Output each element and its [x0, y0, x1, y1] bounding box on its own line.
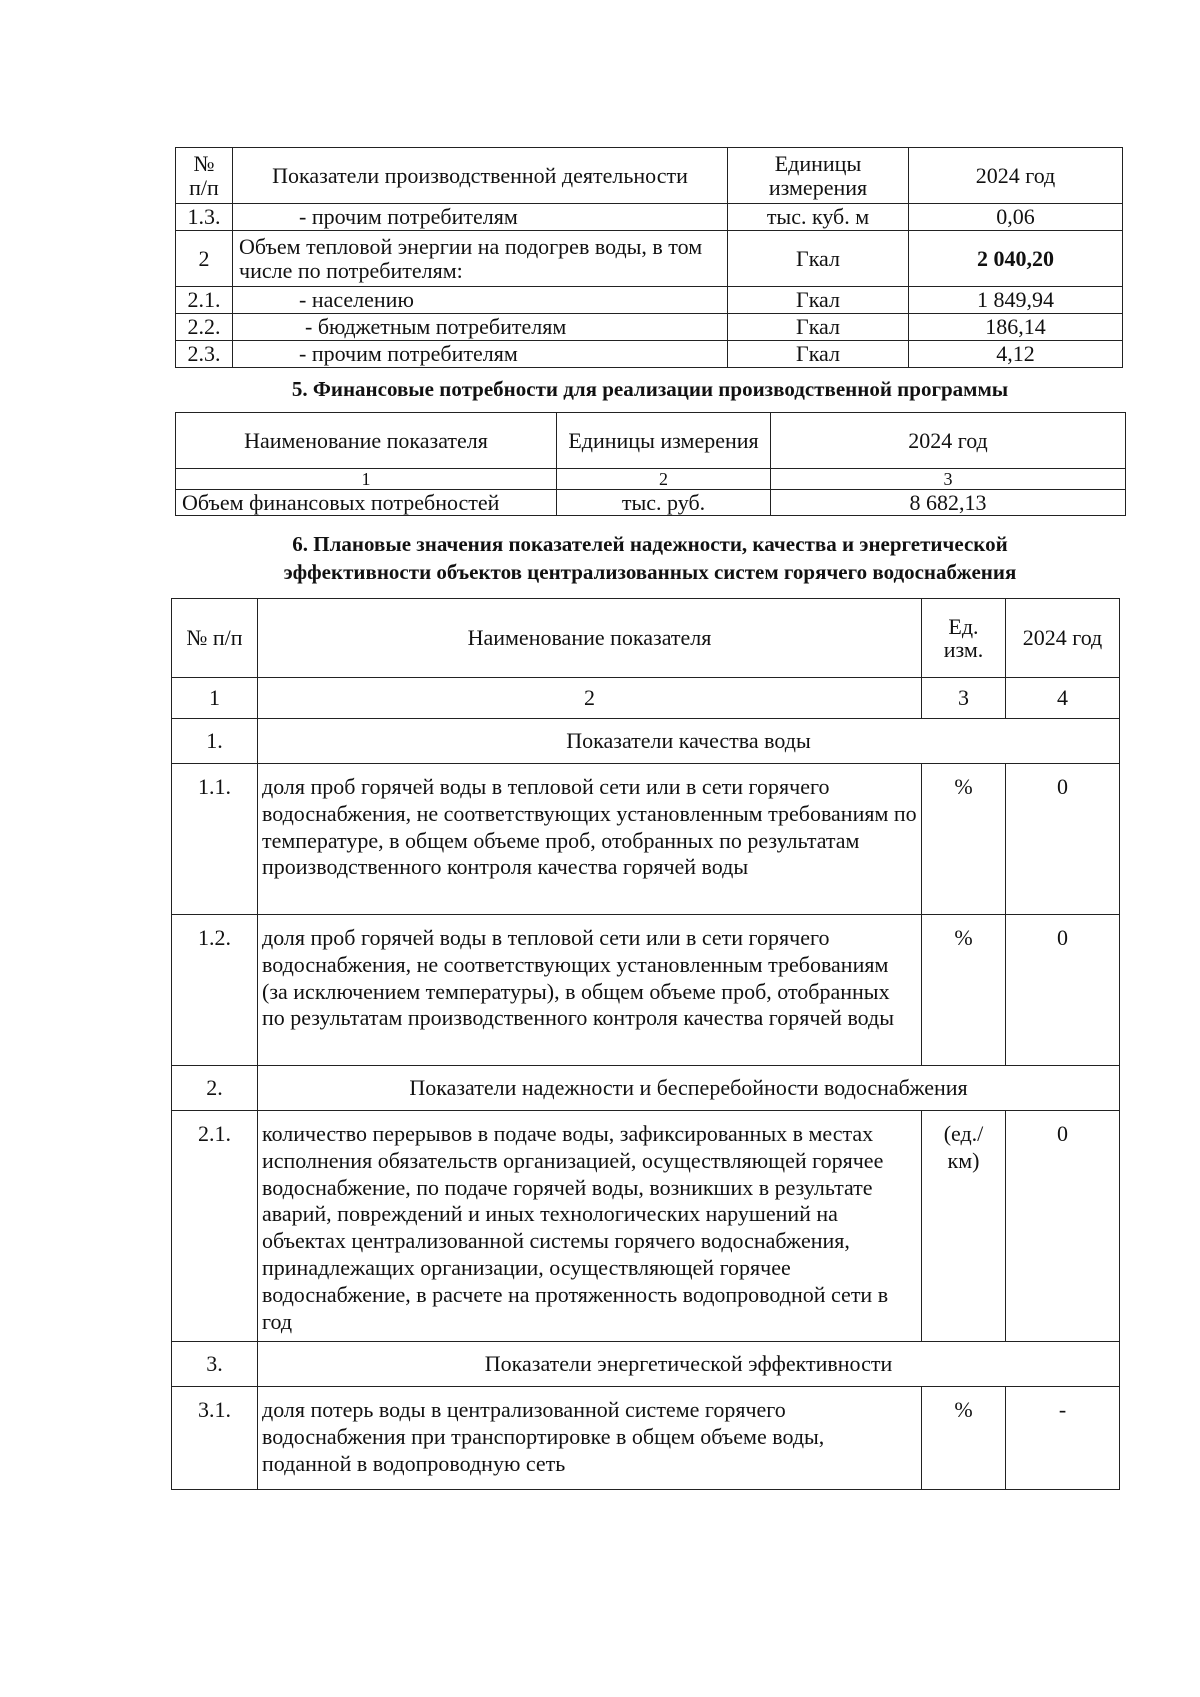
financial-needs-table [175, 412, 1126, 516]
group-num: 2. [172, 1066, 258, 1111]
row-value: 8 682,13 [771, 490, 1126, 516]
row-name: - прочим потребителям [233, 341, 728, 368]
group-row [172, 1342, 1120, 1387]
row-unit: (ед./ км) [922, 1111, 1006, 1342]
section-6-title-line1: 6. Плановые значения показателей надежности, качества и энергетической [292, 532, 1008, 556]
table-row [172, 1111, 1120, 1342]
group-row [172, 719, 1120, 764]
column-number: 3 [922, 678, 1006, 719]
table-row [176, 204, 1123, 231]
column-number: 4 [1006, 678, 1120, 719]
table-header-row [176, 148, 1123, 204]
row-name: количество перерывов в подаче воды, зафиксированных в местах исполнения обязательств организацией, осуществляющей горячее водоснабжение, по подаче горячей воды, возникших в результате аварий, повреждений и иных технологических нарушений на объектах централизованной системы горячего водоснабжения, принадлежащих организации, осуществляющей горячее водоснабжение, в расчете на протяженность водопроводной сети в год [258, 1111, 922, 1342]
group-num: 1. [172, 719, 258, 764]
table-row [176, 314, 1123, 341]
row-unit: Гкал [728, 287, 909, 314]
row-unit: тыс. руб. [557, 490, 771, 516]
group-title: Показатели качества воды [258, 719, 1120, 764]
header-unit: Ед. изм. [922, 599, 1006, 678]
section-6-title-line2: эффективности объектов централизованных систем горячего водоснабжения [283, 560, 1017, 584]
group-title: Показатели энергетической эффективности [258, 1342, 1120, 1387]
reliability-indicators-table [171, 598, 1120, 1490]
header-unit: Единицы измерения [557, 413, 771, 469]
row-unit: Гкал [728, 231, 909, 287]
group-num: 3. [172, 1342, 258, 1387]
row-value: 4,12 [909, 341, 1123, 368]
row-unit: % [922, 764, 1006, 915]
header-year: 2024 год [771, 413, 1126, 469]
row-value: 1 849,94 [909, 287, 1123, 314]
table-row [172, 915, 1120, 1066]
row-num: 2.2. [176, 314, 233, 341]
row-value: 2 040,20 [909, 231, 1123, 287]
header-year: 2024 год [909, 148, 1123, 204]
table-header-row [176, 413, 1126, 469]
column-number-row [176, 469, 1126, 490]
column-number: 2 [258, 678, 922, 719]
section-5-title: 5. Финансовые потребности для реализации производственной программы [291, 377, 1009, 401]
row-name: - населению [233, 287, 728, 314]
row-name: доля проб горячей воды в тепловой сети или в сети горячего водоснабжения, не соответствующих установленным требованиям по температуре, в общем объеме проб, отобранных по результатам производственного контроля качества горячей воды [258, 764, 922, 915]
table-row [176, 287, 1123, 314]
row-name: - бюджетным потребителям [233, 314, 728, 341]
row-name: доля потерь воды в централизованной системе горячего водоснабжения при транспортировке в общем объеме воды, поданной в водопроводную сеть [258, 1387, 922, 1490]
row-name: - прочим потребителям [233, 204, 728, 231]
row-name: доля проб горячей воды в тепловой сети или в сети горячего водоснабжения, не соответствующих установленным требованиям (за исключением температуры), в общем объеме проб, отобранных по результатам производственного контроля качества горячей воды [258, 915, 922, 1066]
row-num: 2.3. [176, 341, 233, 368]
row-num: 3.1. [172, 1387, 258, 1490]
header-year: 2024 год [1006, 599, 1120, 678]
header-name: Показатели производственной деятельности [233, 148, 728, 204]
row-unit: Гкал [728, 314, 909, 341]
row-value: 0 [1006, 1111, 1120, 1342]
row-num: 2.1. [172, 1111, 258, 1342]
table-header-row [172, 599, 1120, 678]
row-value: 0,06 [909, 204, 1123, 231]
table-row [172, 1387, 1120, 1490]
production-indicators-table [175, 147, 1123, 368]
row-name: Объем финансовых потребностей [176, 490, 557, 516]
row-unit: тыс. куб. м [728, 204, 909, 231]
group-row [172, 1066, 1120, 1111]
table-row [176, 341, 1123, 368]
row-num: 1.1. [172, 764, 258, 915]
row-name: Объем тепловой энергии на подогрев воды, в том числе по потребителям: [233, 231, 728, 287]
header-num: № п/п [172, 599, 258, 678]
column-number-row [172, 678, 1120, 719]
column-number: 1 [172, 678, 258, 719]
row-value: - [1006, 1387, 1120, 1490]
row-num: 1.3. [176, 204, 233, 231]
header-name: Наименование показателя [176, 413, 557, 469]
row-value: 0 [1006, 915, 1120, 1066]
table-row [176, 231, 1123, 287]
row-num: 2 [176, 231, 233, 287]
row-unit: % [922, 1387, 1006, 1490]
row-unit: Гкал [728, 341, 909, 368]
row-num: 2.1. [176, 287, 233, 314]
group-title: Показатели надежности и бесперебойности водоснабжения [258, 1066, 1120, 1111]
table-row [172, 764, 1120, 915]
row-value: 0 [1006, 764, 1120, 915]
column-number: 2 [557, 469, 771, 490]
column-number: 3 [771, 469, 1126, 490]
table-row [176, 490, 1126, 516]
header-num: № п/п [176, 148, 233, 204]
header-name: Наименование показателя [258, 599, 922, 678]
column-number: 1 [176, 469, 557, 490]
row-unit: % [922, 915, 1006, 1066]
header-unit: Единицы измерения [728, 148, 909, 204]
row-value: 186,14 [909, 314, 1123, 341]
row-num: 1.2. [172, 915, 258, 1066]
